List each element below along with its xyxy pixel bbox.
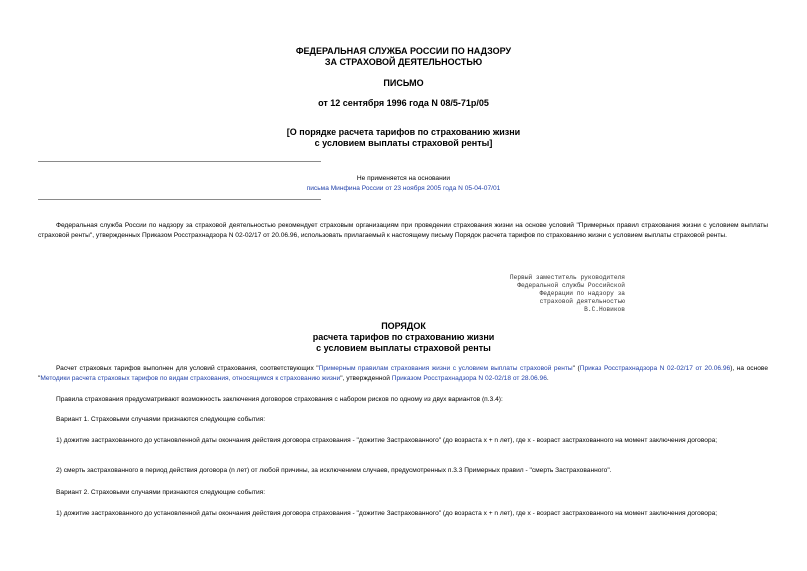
paragraph-variants-intro: Правила страхования предусматривают возможность заключения договоров страхования с набором рисков по одному из двух вариантов (п.3.4): xyxy=(56,396,503,403)
paragraph-variant-1: Вариант 1. Страховыми случаями признаются следующие события: xyxy=(56,416,266,423)
status-link[interactable]: письма Минфина России от 23 ноября 2005 года N 05-04-07/01 xyxy=(306,185,501,192)
agency-name-line1: ФЕДЕРАЛЬНАЯ СЛУЖБА РОССИИ ПО НАДЗОРУ xyxy=(295,46,512,56)
link-order-02-02-18[interactable]: Приказом Росстрахнадзора N 02-02/18 от 28.06.96 xyxy=(391,374,547,382)
document-type: ПИСЬМО xyxy=(383,78,424,88)
signature-line: Первый заместитель руководителя xyxy=(509,274,625,281)
agency-name-line2: ЗА СТРАХОВОЙ ДЕЯТЕЛЬНОСТЬЮ xyxy=(324,57,483,67)
signature-block xyxy=(480,274,625,314)
intro-paragraph: Федеральная служба России по надзору за страховой деятельностью рекомендует страховым организациям при проведении страхования жизни на основе условий "Примерных правил страхования жизни с условием выплаты страховой ренты", утвержденных Приказом Росстрахнадзора N 02-02/17 от 20.06.96, использовать прилагаемый к настоящему письму Порядок расчета тарифов по страхованию жизни с условием выплаты страховой ренты. xyxy=(38,222,768,239)
status-note: Не применяется на основании xyxy=(356,175,451,182)
paragraph-variant-1-item-1: 1) дожитие застрахованного до установленной даты окончания действия договора страхования - "дожитие Застрахованного" (до возраста x + n лет), где x - возраст застрахованного на момент заключения договора; xyxy=(56,437,718,444)
divider-top xyxy=(38,161,321,162)
status-link-wrap xyxy=(0,184,807,193)
paragraph-variant-2: Вариант 2. Страховыми случаями признаются следующие события: xyxy=(56,489,266,496)
signature-line: Федеральной службы Российской xyxy=(517,282,625,289)
order-subtitle-line2: с условием выплаты страховой ренты xyxy=(316,343,491,353)
document-subject-line1: [О порядке расчета тарифов по страхованию жизни xyxy=(286,127,521,137)
signature-line: Федерации по надзору за xyxy=(539,290,625,297)
paragraph-variant-2-item-1: 1) дожитие застрахованного до установленной даты окончания действия договора страхования - "дожитие Застрахованного" (до возраста x + n лет), где x - возраст застрахованного на момент заключения договора; xyxy=(56,510,718,517)
divider-bottom xyxy=(38,199,321,200)
document-subject-line2: с условием выплаты страховой ренты] xyxy=(314,138,493,148)
signature-line: страховой деятельностью xyxy=(539,298,625,305)
order-subtitle-line1: расчета тарифов по страхованию жизни xyxy=(312,332,495,342)
paragraph-variant-1-item-2: 2) смерть застрахованного в период действия договора (n лет) от любой причины, за исключением случаев, предусмотренных п.3.3 Примерных правил - "смерть Застрахованного". xyxy=(56,467,612,474)
paragraph-tariff-basis: Расчет страховых тарифов выполнен для условий страхования, соответствующих "Примерным правилам страхования жизни с условием выплаты страховой ренты" (Приказ Росстрахнадзора N 02-02/17 от 20.06.96), на основе "Методики расчета страховых тарифов по видам страхования, относящимся к страхованию жизни", утвержденной Приказом Росстрахнадзора N 02-02/18 от 28.06.96. xyxy=(38,365,768,382)
document-date: от 12 сентября 1996 года N 08/5-71р/05 xyxy=(318,98,489,108)
link-order-02-02-17[interactable]: Приказ Росстрахнадзора N 02-02/17 от 20.06.96 xyxy=(579,365,731,372)
signature-line: В.С.Новиков xyxy=(584,306,625,313)
link-methodology[interactable]: Методики расчета страховых тарифов по видам страхования, относящимся к страхованию жизни xyxy=(40,374,341,382)
order-title: ПОРЯДОК xyxy=(381,321,426,331)
link-model-rules[interactable]: Примерным правилам страхования жизни с условием выплаты страховой ренты xyxy=(318,365,573,372)
